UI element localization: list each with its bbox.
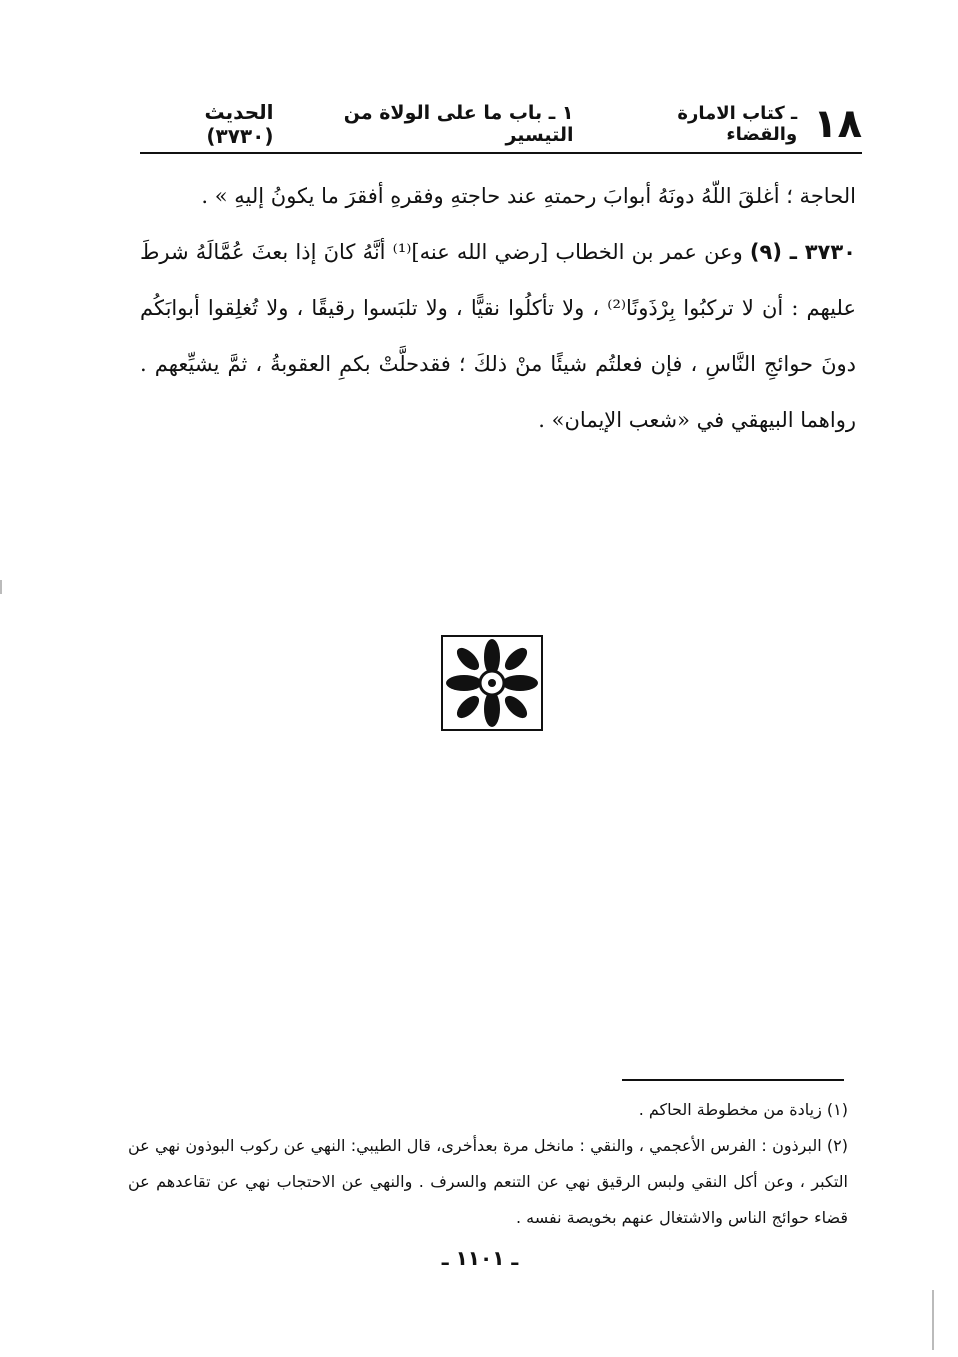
running-header [140,96,862,152]
section-title: ١ ـ باب ما على الولاة من التيسير [343,102,574,146]
hadith-paragraph [140,224,856,448]
hadith-text: وعن عمر بن الخطاب [رضي الله عنه]⁽¹⁾ أنَّهُ كانَ إذا بعثَ عُمَّالَهُ شرطَ عليهم : أن لا تركبُوا بِرْذَونًا⁽²⁾ ، ولا تأكلُوا نقيًّا ، ولا تلبَسوا رقيقًا ، ولا تُغلِقوا أبوابَكُم دونَ حوائجِ النَّاسِ ، فإن فعلتُم شيئًا منْ ذلكَ ؛ فقدحلَّتْ بكمِ العقوبةُ ، ثمَّ يشيِّعهم . رواهما البيهقي في «شعب الإيمان» . [140,240,856,432]
floral-ornament-icon [440,634,544,732]
scan-edge-mark [0,580,2,594]
footnotes [128,1092,848,1236]
footnote-divider [622,1079,844,1081]
scan-edge-mark [932,1290,934,1350]
footnote-1: (١) زيادة من مخطوطة الحاكم . [638,1100,848,1119]
hadith-number: ٣٧٣٠ ـ (٩) [749,240,856,264]
hadith-range: الحديث (٣٧٣٠) [204,100,274,148]
main-text [140,168,856,448]
chapter-number: ١٨ [813,101,862,147]
page-number: ـ ١١٠١ ـ [441,1246,519,1270]
footnote-2: (٢) البرذون : الفرس الأعجمي ، والنقي : مانخل مرة بعدأخرى، قال الطيبي: النهي عن ركوب البوذون نهي عن التكبر ، وعن أكل النقي ولبس الرقيق نهي عن التنعم والسرف . والنهي عن الاحتجاب نهي عن تقاعدهم عن قضاء حوائج الناس والاشتغال عنهم بخويصة نفسه . [128,1136,848,1227]
chapter-title: ـ كتاب الامارة والقضاء [677,103,798,145]
continuation-paragraph: الحاجة ؛ أغلقَ اللّهُ دونَهُ أبوابَ رحمتهِ عند حاجتهِ وفقرهِ أفقرَ ما يكونُ إليهِ » . [201,184,856,208]
header-divider [140,152,862,154]
